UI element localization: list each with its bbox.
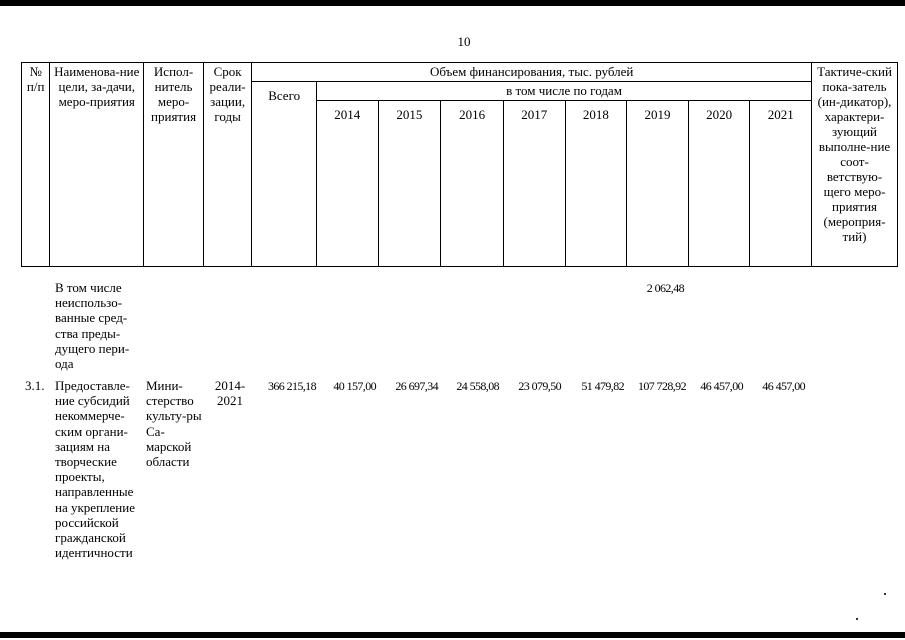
header-year-2020: 2020 [688, 101, 750, 267]
row-3-1-2016: 24 558,08 [456, 379, 499, 393]
scan-speck [884, 593, 886, 595]
header-funding: Объем финансирования, тыс. рублей [252, 63, 812, 82]
header-indicator: Тактиче-ский пока-затель (ин-дикатор), характери-зующий выполне-ние соот-ветствую-щего меро-приятия (мероприя-тий) [812, 63, 898, 267]
header-executor: Испол-нитель меро-приятия [144, 63, 204, 267]
top-border-rule [0, 0, 905, 6]
row-3-1-2021: 46 457,00 [762, 379, 805, 393]
row-3-1-term: 2014-2021 [214, 378, 246, 409]
bottom-border-rule [0, 632, 905, 638]
header-total: Всего [252, 82, 317, 267]
scan-speck [856, 618, 858, 620]
header-year-2017: 2017 [503, 101, 565, 267]
row-3-1-executor: Мини-стерство культу-ры Са-марской области [146, 378, 202, 470]
financing-table-header [21, 62, 898, 267]
row-3-1-total: 366 215,18 [267, 379, 316, 393]
header-term: Срок реали-зации, годы [203, 63, 251, 267]
header-year-2018: 2018 [565, 101, 627, 267]
header-by-years: в том числе по годам [316, 82, 811, 101]
header-year-2016: 2016 [441, 101, 504, 267]
row-3-1-2015: 26 697,34 [395, 379, 438, 393]
row-3-1-number: 3.1. [25, 378, 45, 393]
unused-funds-2019: 2 062,48 [646, 281, 684, 295]
row-3-1-2020: 46 457,00 [700, 379, 743, 393]
page-number: 10 [457, 34, 471, 49]
header-number: № п/п [22, 63, 50, 267]
header-year-2019: 2019 [627, 101, 689, 267]
row-3-1-name: Предоставле-ние субсидий некоммерче-ским органи-зациям на творческие проекты, направленные на укрепление российской гражданской идентичности [55, 378, 135, 561]
row-3-1-2014: 40 157,00 [333, 379, 376, 393]
row-3-1-2019: 107 728,92 [637, 379, 686, 393]
header-year-2021: 2021 [750, 101, 812, 267]
unused-funds-label: В том числе неиспользо-ванные сред-ства преды-дущего пери-ода [55, 280, 130, 372]
row-3-1-2017: 23 079,50 [518, 379, 561, 393]
header-name: Наименова-ние цели, за-дачи, меро-приятия [50, 63, 144, 267]
row-3-1-2018: 51 479,82 [581, 379, 624, 393]
header-year-2015: 2015 [378, 101, 441, 267]
header-year-2014: 2014 [316, 101, 378, 267]
